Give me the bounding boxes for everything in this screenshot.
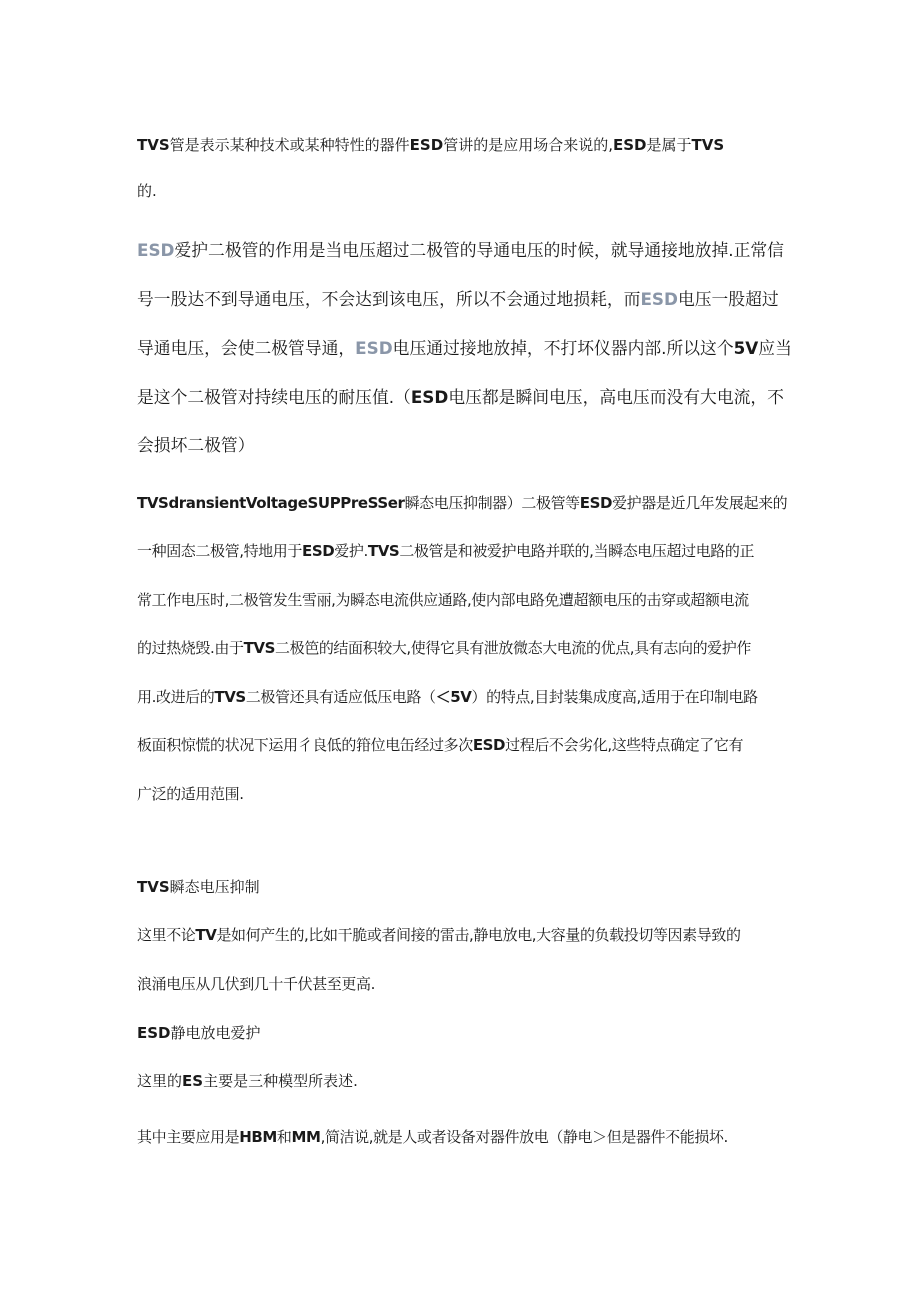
paragraph-4-line-2 (137, 973, 375, 994)
text: 管是表示某种技术或某种特性的器件 (169, 136, 410, 154)
paragraph-2-line-5 (137, 432, 254, 456)
text: ,简洁说,就是人或者设备对器件放电（静电＞但是器件不能损坏. (320, 1128, 728, 1146)
term-mm: MM (291, 1128, 321, 1146)
text: 是如何产生的,比如干脆或者间接的雷击,静电放电,大容量的负载投切等因素导致的 (216, 926, 741, 944)
heading-tvs (137, 876, 260, 897)
paragraph-3-line-4 (137, 637, 751, 658)
text: 二极管还具有适应低压电路（ (245, 688, 436, 706)
text: 的. (137, 182, 157, 200)
term-esd: ESD (137, 1024, 171, 1042)
value-5v: 5V (733, 338, 759, 358)
paragraph-5 (137, 1070, 358, 1091)
value-lt-5v: ＜5V (435, 688, 472, 706)
paragraph-4-line-1 (137, 924, 741, 945)
text: 这里的 (137, 1072, 183, 1090)
paragraph-3-line-7 (137, 783, 244, 804)
paragraph-1-line-1 (137, 134, 724, 155)
text: 电压通过接地放掉，不打坏仪器内部.所以这个 (392, 338, 734, 358)
text: 和 (276, 1128, 292, 1146)
text: 二极笆的结面积较大,使得它具有泄放微态大电流的优点,具有志向的爱护作 (275, 639, 751, 657)
term-tvs: TVS (243, 639, 276, 657)
term-esd: ESD (579, 494, 613, 512)
text: 会损坏二极管） (137, 435, 255, 455)
paragraph-3-line-6 (137, 734, 743, 755)
heading-esd (137, 1022, 261, 1043)
text: 广泛的适用范围. (137, 785, 244, 803)
term-esd: ESD (612, 136, 647, 154)
term-esd: ESD (355, 338, 393, 358)
text: 应当 (758, 338, 792, 358)
text: 爱护. (334, 542, 368, 560)
term-tvs: TVS (367, 542, 400, 560)
term-esd: ESD (410, 387, 449, 407)
text: 过程后不会劣化,这些特点确定了它有 (505, 736, 744, 754)
term-hbm: HBM (239, 1128, 277, 1146)
term-tvs-full: TVSdransientVoltageSUPPreSSer (137, 494, 405, 512)
term-tvs: TVS (691, 136, 725, 154)
paragraph-2-line-3 (137, 335, 792, 359)
text: 电压都是瞬间电压，高电压而没有大电流，不 (448, 387, 784, 407)
text: 瞬态电压抑制器）二极管等 (404, 494, 580, 512)
paragraph-1-line-2 (137, 180, 157, 201)
text: 静电放电爱护 (170, 1024, 261, 1042)
paragraph-3-line-1 (137, 492, 787, 513)
text: 导通电压，会使二极管导通， (137, 338, 356, 358)
text: 管讲的是应用场合来说的, (443, 136, 613, 154)
paragraph-2-line-4 (137, 384, 784, 408)
text: 二极管是和被爱护电路并联的,当瞬态电压超过电路的正 (399, 542, 755, 560)
text: ）的特点,目封装集成度高,适用于在印制电路 (471, 688, 758, 706)
paragraph-2-line-1 (137, 237, 784, 261)
text: 其中主要应用是 (137, 1128, 240, 1146)
term-tvs: TVS (137, 136, 170, 154)
term-esd: ESD (472, 736, 506, 754)
term-esd: ESD (301, 542, 335, 560)
paragraph-3-line-5 (137, 686, 758, 707)
term-tvs: TVS (137, 878, 170, 896)
term-esd: ESD (409, 136, 444, 154)
text: 一种固态二极管,特地用于 (137, 542, 302, 560)
term-tvs: TVS (214, 688, 246, 706)
term-esd: ESD (640, 289, 678, 309)
text: 爱护二极管的作用是当电压超过二极管的导通电压的时候，就导通接地放掉.正常信 (174, 240, 784, 260)
text: 用.改进后的 (137, 688, 215, 706)
text: 瞬态电压抑制 (169, 878, 260, 896)
text: 电压一股超过 (677, 289, 779, 309)
term-es: ES (182, 1072, 204, 1090)
text: 的过热烧毁.由于 (137, 639, 244, 657)
text: 号一股达不到导通电压，不会达到该电压，所以不会通过地损耗，而 (137, 289, 641, 309)
text: 板面积惊慌的状况下运用彳良低的箝位电缶经过多次 (137, 736, 473, 754)
term-tv: TV (195, 926, 217, 944)
text: 是这个二极管对持续电压的耐压值.（ (137, 387, 411, 407)
paragraph-3-line-3 (137, 589, 749, 610)
text: 爱护器是近几年发展起来的 (612, 494, 788, 512)
text: 这里不论 (137, 926, 196, 944)
text: 常工作电压时,二极管发生雪丽,为瞬态电流供应通路,使内部电路免遭超额电压的击穿或超额电流 (137, 591, 749, 609)
term-esd: ESD (137, 240, 175, 260)
text: 主要是三种模型所表述. (203, 1072, 358, 1090)
paragraph-6 (137, 1126, 728, 1147)
paragraph-2-line-2 (137, 286, 779, 310)
text: 是属于 (646, 136, 692, 154)
paragraph-3-line-2 (137, 540, 754, 561)
text: 浪涌电压从几伏到几十千伏甚至更高. (137, 975, 375, 993)
